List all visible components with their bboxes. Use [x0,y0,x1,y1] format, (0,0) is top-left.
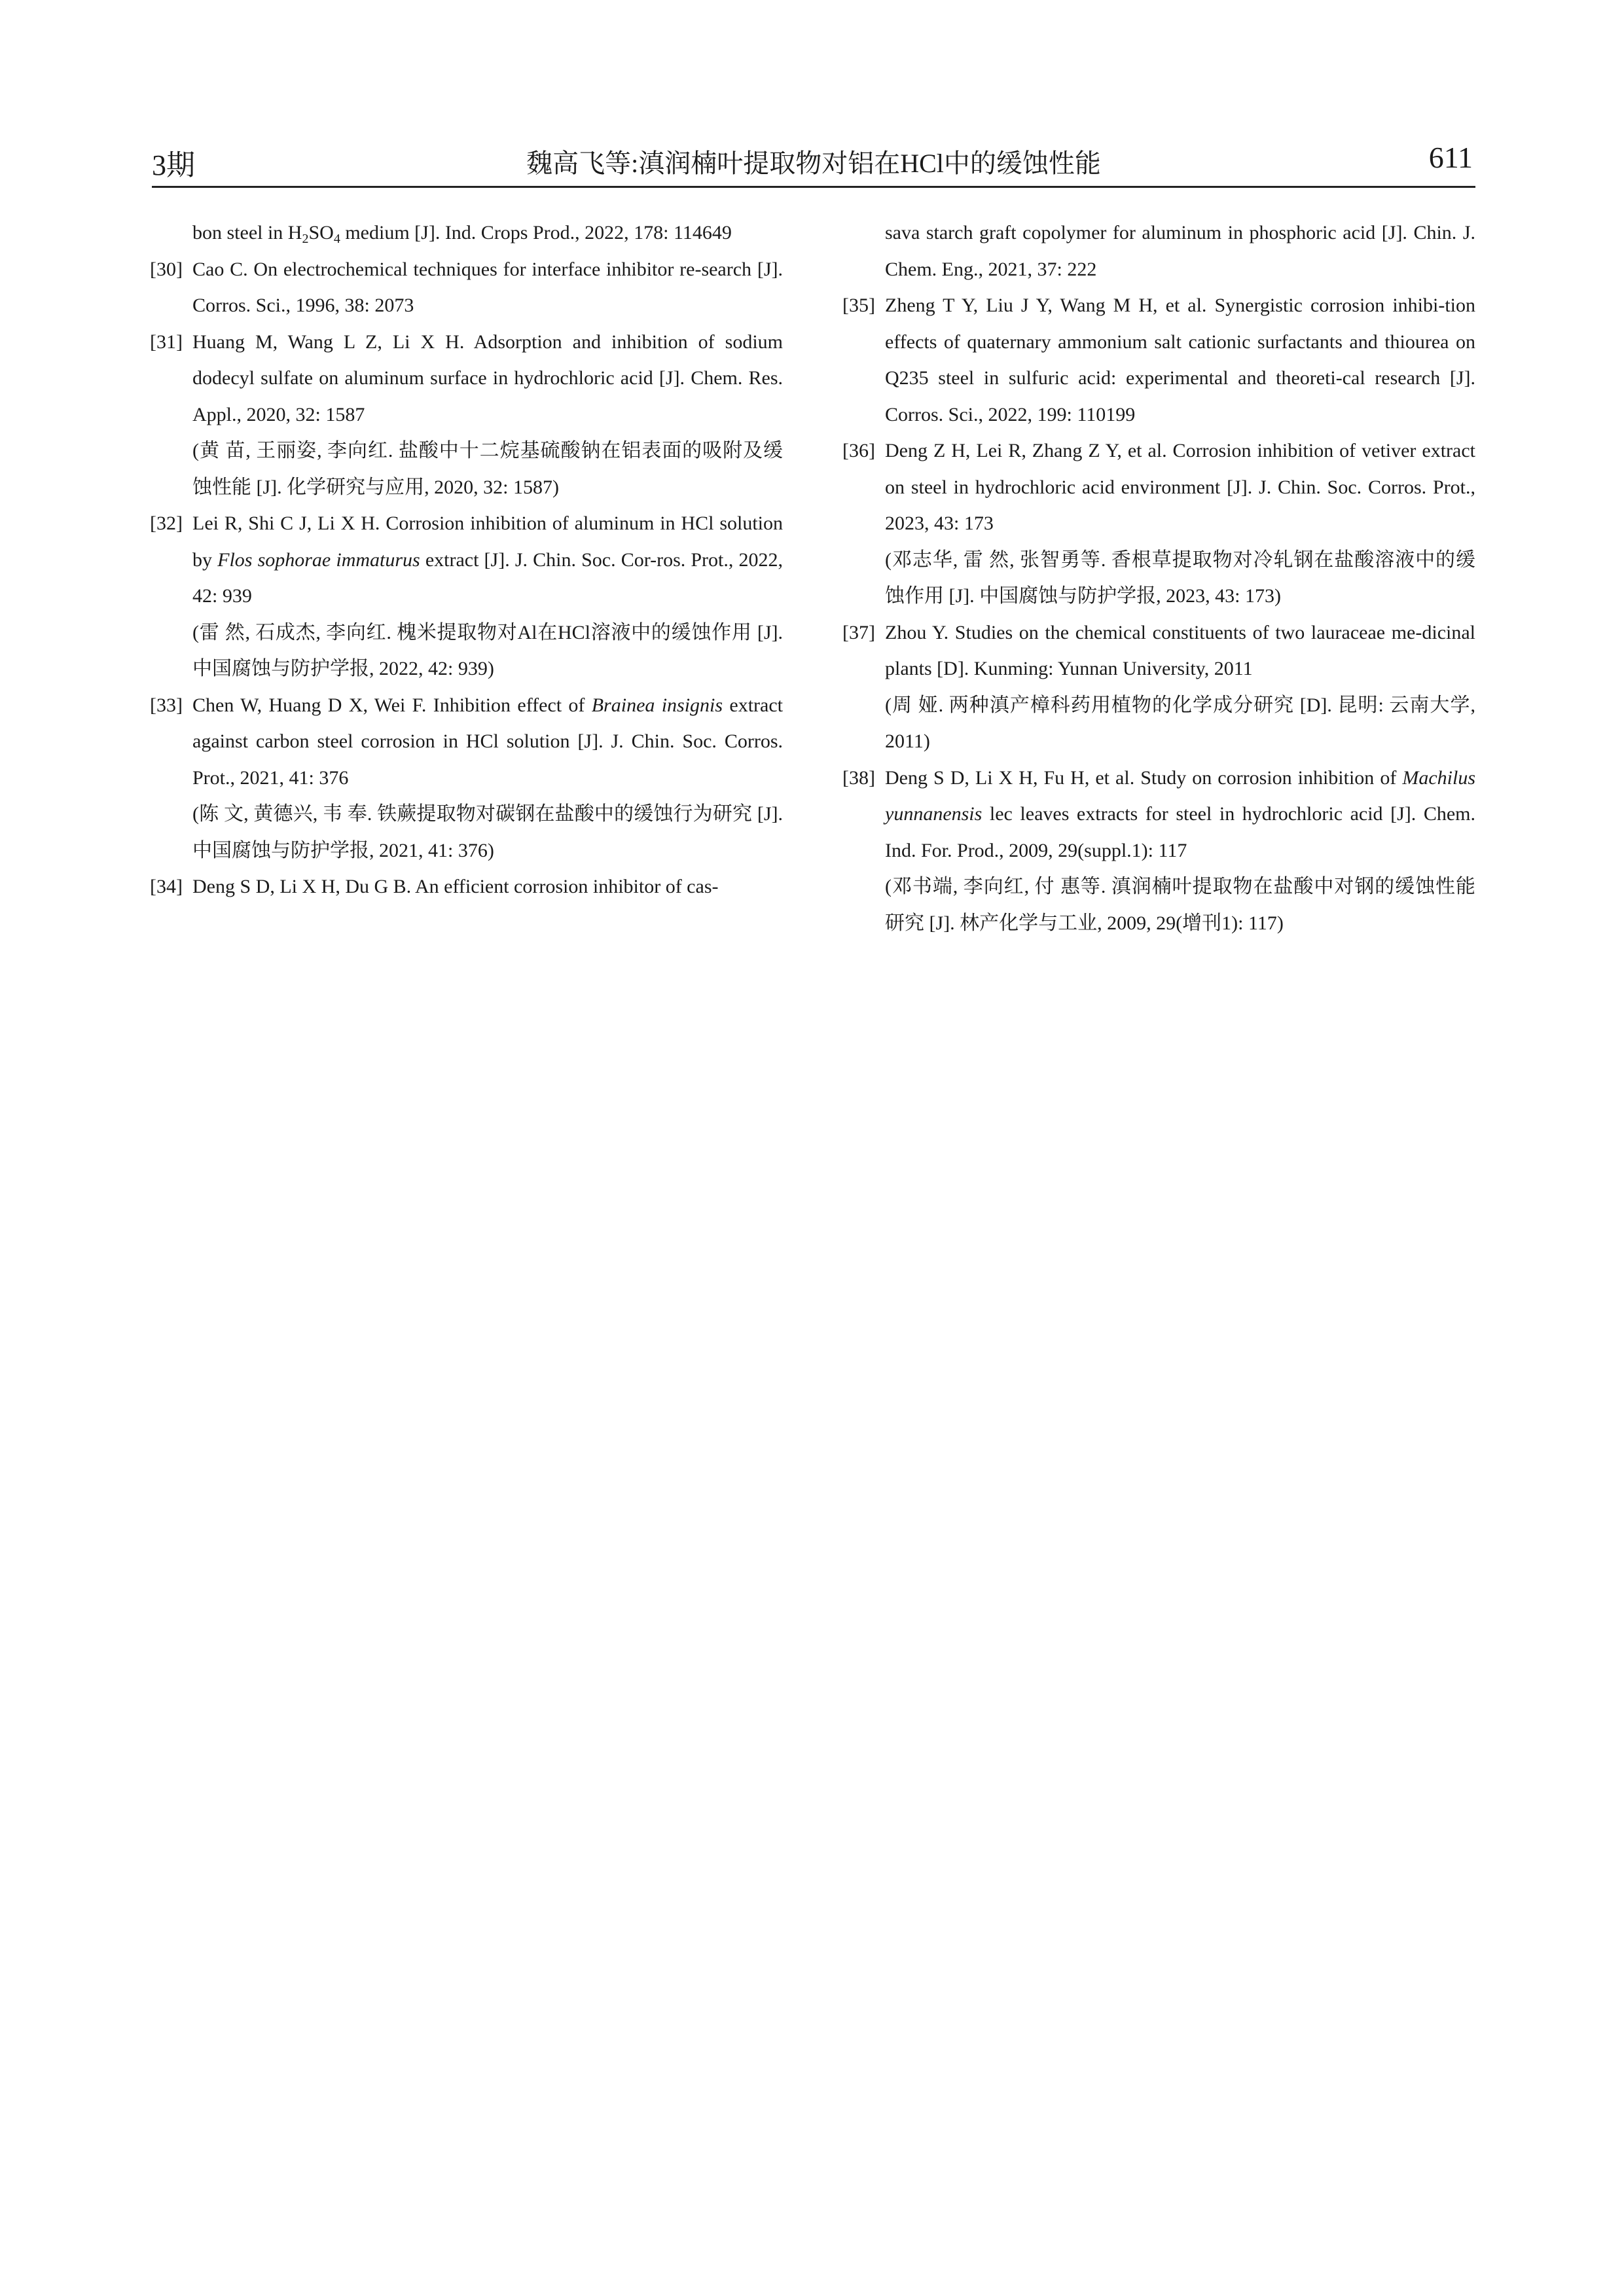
ref-text: Deng S D, Li X H, Du G B. An efficient corrosion inhibitor of cas- [192,876,719,897]
ref-number: [31] [150,331,183,353]
reference-34-continued [844,215,1475,287]
ref-text: Huang M, Wang L Z, Li X H. Adsorption and inhibition of sodium dodecyl sulfate on aluminum surface in hydrochloric acid [J]. Chem. Res. Appl., 2020, 32: 1587 [192,331,783,425]
reference-37 [844,615,1475,760]
ref-number: [37] [842,621,875,643]
reference-33 [152,687,783,869]
reference-34 [152,869,783,905]
left-column [152,215,783,905]
reference-29-continued [152,215,783,251]
ref-number: [34] [150,876,183,897]
species-name: Brainea insignis [591,694,723,716]
ref-text: lec leaves extracts for steel in hydrochloric acid [J]. Chem. Ind. For. Prod., 2009, 29(suppl.1): 117 [885,803,1475,861]
ref-text: SO [308,222,334,243]
ref-number: [33] [150,694,183,716]
ref-chinese: (黄 苗, 王丽姿, 李向红. 盐酸中十二烷基硫酸钠在铝表面的吸附及缓蚀性能 [J]. 化学研究与应用, 2020, 32: 1587) [192,440,783,498]
ref-text: Deng S D, Li X H, Fu H, et al. Study on corrosion inhibition of [885,766,1403,789]
ref-text: bon steel in H [192,222,302,243]
ref-number: [38] [842,766,875,789]
ref-chinese: (邓书端, 李向红, 付 惠等. 滇润楠叶提取物在盐酸中对钢的缓蚀性能研究 [J]. 林产化学与工业, 2009, 29(增刊1): 117) [885,876,1475,934]
subscript: 4 [333,232,340,246]
reference-31 [152,324,783,506]
ref-number: [32] [150,512,183,534]
ref-text: medium [J]. Ind. Crops Prod., 2022, 178: 114649 [340,222,732,243]
reference-36 [844,433,1475,615]
reference-30 [152,251,783,324]
ref-text: Deng Z H, Lei R, Zhang Z Y, et al. Corrosion inhibition of vetiver extract on steel in hydrochloric acid environment [J]. J. Chin. Soc. Corros. Prot., 2023, 43: 173 [885,440,1475,534]
ref-text: Chen W, Huang D X, Wei F. Inhibition effect of [192,694,592,716]
ref-text: sava starch graft copolymer for aluminum in phosphoric acid [J]. Chin. J. Chem. Eng., 2021, 37: 222 [885,222,1475,280]
reference-35 [844,287,1475,433]
ref-number: [30] [150,258,183,280]
subscript: 2 [302,232,309,246]
issue-number: 3期 [152,149,195,181]
ref-number: [36] [842,440,875,461]
ref-text: Zhou Y. Studies on the chemical constituents of two lauraceae me-dicinal plants [D]. Kunming: Yunnan University, 2011 [885,621,1475,679]
ref-chinese: (雷 然, 石成杰, 李向红. 槐米提取物对Al在HCl溶液中的缓蚀作用 [J]. 中国腐蚀与防护学报, 2022, 42: 939) [192,621,783,679]
right-column [844,215,1475,941]
ref-text: Lei R, Shi C J, Li X H. Corrosion inhibition of aluminum in HCl solution by [192,512,783,571]
species-name: Flos sophorae immaturus [217,548,420,571]
ref-chinese: (周 娅. 两种滇产樟科药用植物的化学成分研究 [D]. 昆明: 云南大学, 2011) [885,694,1475,752]
ref-number: [35] [842,295,875,316]
reference-38 [844,760,1475,942]
ref-chinese: (陈 文, 黄德兴, 韦 奉. 铁蕨提取物对碳钢在盐酸中的缓蚀行为研究 [J]. 中国腐蚀与防护学报, 2021, 41: 376) [192,803,783,861]
running-title: 魏高飞等:滇润楠叶提取物对铝在HCl中的缓蚀性能 [526,149,1101,178]
ref-chinese: (邓志华, 雷 然, 张智勇等. 香根草提取物对冷轧钢在盐酸溶液中的缓蚀作用 [J]. 中国腐蚀与防护学报, 2023, 43: 173) [885,548,1475,607]
ref-text: Cao C. On electrochemical techniques for interface inhibitor re-search [J]. Corros. Sci., 1996, 38: 2073 [192,258,783,316]
page-number: 611 [1428,141,1473,174]
ref-text: extract [J]. J. Chin. Soc. Cor-ros. Prot., 2022, 42: 939 [192,548,783,607]
ref-text: extract against carbon steel corrosion in HCl solution [J]. J. Chin. Soc. Corros. Prot., 2021, 41: 376 [192,694,783,789]
running-header [152,135,1475,188]
species-name: Machilus yunnanensis [885,766,1475,825]
ref-text: Zheng T Y, Liu J Y, Wang M H, et al. Synergistic corrosion inhibi-tion effects of quaternary ammonium salt cationic surfactants and thiourea on Q235 steel in sulfuric acid: experimental and theoreti-cal research [J]. Corros. Sci., 2022, 199: 110199 [885,295,1475,425]
reference-32 [152,505,783,687]
